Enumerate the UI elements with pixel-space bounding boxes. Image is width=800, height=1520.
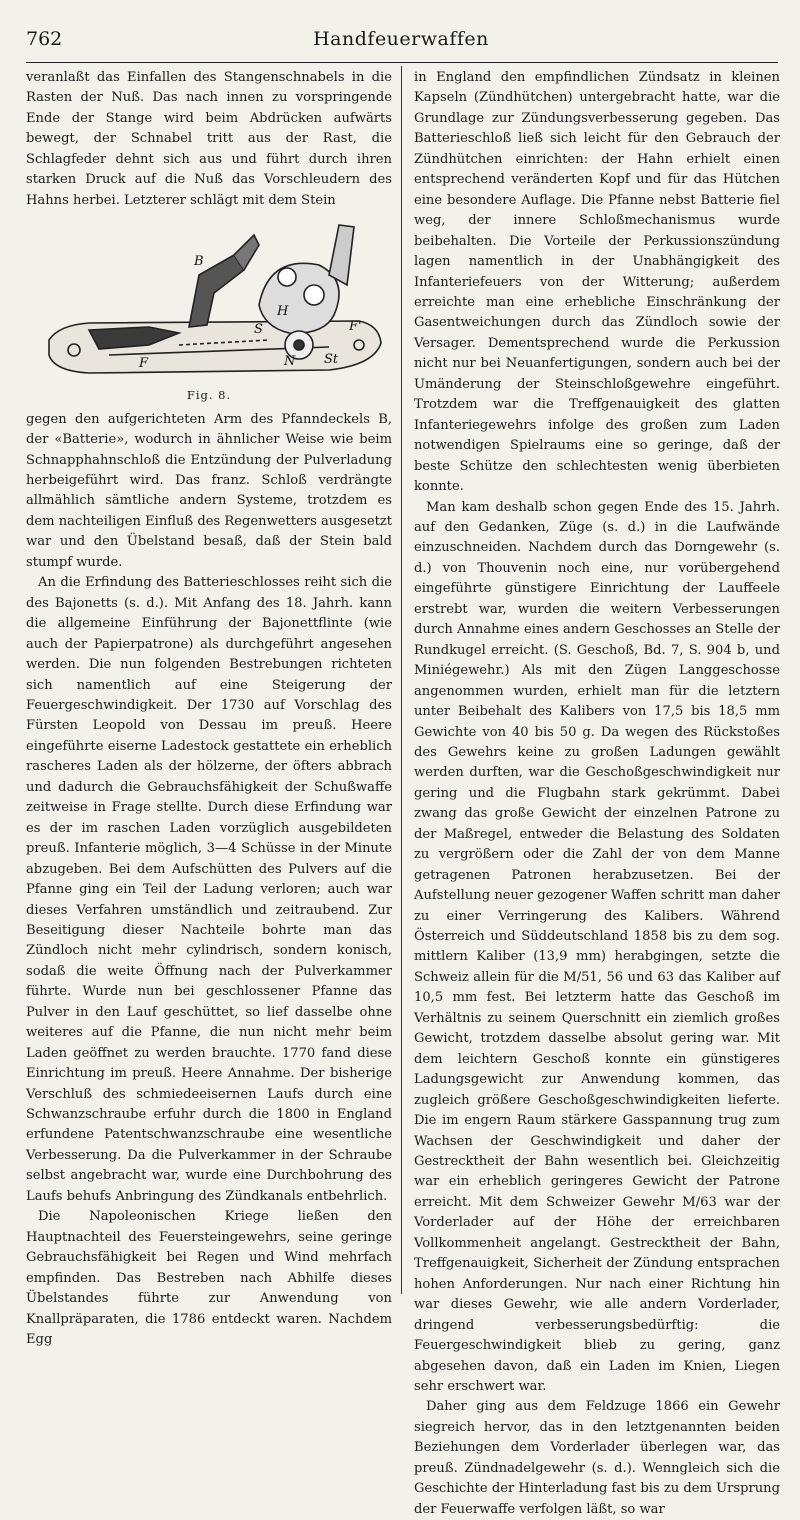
right-paragraph-1: in England den empfindlichen Zündsatz in kleinen Kapseln (Zündhütchen) untergebracht hatte, war die Grundlage zur Zündungsverbesserung gegeben. Das Batterieschloß ließ sich leicht für den Gebrauch der Zündhütchen einrichten: der Hahn erhielt einen entsprechend veränderten Kopf und für das Hütchen eine besondere Auflage. Die Pfanne nebst Batterie fiel weg, der innere Schloßmechanismus wurde beibehalten. Die Vorteile der Perkussionszündung lagen namentlich in der Unabhängigkeit des Infanteriefeuers von der Witterung; außerdem erreichte man eine erhebliche Einschränkung der Gasentweichungen durch das Zündloch sowie der Versager. Dementsprechend wurde die Perkussion nicht nur bei Neuanfertigungen, sondern auch bei der Umänderung der Steinschloßgewehre eingeführt. Trotzdem war die Treffgenauigkeit des glatten Infanteriegewehrs infolge des großen zum Laden notwendigen Spielraums eine so geringe, daß der beste Schütze den schlechtesten wenig überbieten konnte. bbox=[414, 70, 780, 495]
figure-caption: Fig. 8. bbox=[186, 388, 232, 403]
label-H: H bbox=[277, 304, 289, 320]
label-N: N bbox=[284, 354, 296, 370]
left-paragraph-1: veranlaßt das Einfallen des Stangenschnabels in die Rasten der Nuß. Das nach innen zu vorspringende Ende der Stange wird beim Abdrücken aufwärts bewegt, der Schnabel tritt aus der Rast, die Schlagfeder dehnt sich aus und führt durch ihren starken Druck auf die Nuß das Vorschleudern des Hahns herbei. Letzterer schlägt mit dem Stein bbox=[26, 70, 392, 208]
left-column bbox=[26, 68, 392, 1350]
header-rule bbox=[26, 62, 778, 63]
figure-lock-mechanism bbox=[26, 215, 392, 405]
label-B: B bbox=[194, 254, 204, 270]
label-F-prime: F' bbox=[349, 319, 362, 335]
flintlock-illustration bbox=[29, 215, 389, 385]
right-column bbox=[414, 68, 780, 1520]
right-paragraph-2: Man kam deshalb schon gegen Ende des 15. Jahrh. auf den Gedanken, Züge (s. d.) in die Laufwände einzuschneiden. Nachdem durch das Dorngewehr (s. d.) von Thouvenin noch eine, nur vorübergehend eingeführte günstigere Einrichtung der Lauffeele erstrebt war, wurden die weitern Verbesserungen durch Annahme eines andern Geschosses an Stelle der Rundkugel erreicht. (S. Geschoß, Bd. 7, S. 904 b, und Miniégewehr.) Als mit den Zügen Langgeschosse angenommen wurden, erhielt man für die letztern unter Beibehalt des Kalibers von 17,5 bis 18,5 mm Gewichte von 40 bis 50 g. Da wegen des Rückstoßes des Gewehrs keine zu großen Ladungen gewählt werden durften, war die Geschoßgeschwindigkeit nur gering und die Flugbahn stark gekrümmt. Dabei zwang das große Gewicht der einzelnen Patrone zu der Maßregel, entweder die Belastung des Soldaten zu vergrößern oder die Zahl der von dem Manne getragenen Patronen herabzusetzen. Bei der Aufstellung neuer gezogener Waffen schritt man daher zu einer Verringerung des Kalibers. Während Österreich und Süddeutschland 1858 bis zu dem sog. mittlern Kaliber (13,9 mm) herabgingen, setzte die Schweiz allein für die M/51, 56 und 63 das Kaliber auf 10,5 mm fest. Bei letzterm hatte das Geschoß im Verhältnis zu seinem Querschnitt ein ziemlich großes Gewicht, trotzdem dasselbe absolut gering war. Mit dem leichtern Geschoß konnte ein günstigeres Ladungsgewicht zur Anwendung kommen, das zugleich größere Geschoßgeschwindigkeiten lieferte. Die im engern Raum stärkere Gasspannung trug zum Wachsen der Geschwindigkeit und daher der Gestrecktheit der Bahn wesentlich bei. Gleichzeitig war ein erheblich geringeres Gewicht der Patrone erreicht. Mit dem Schweizer Gewehr M/63 war der Vorderlader auf der Höhe der erreichbaren Vollkommenheit angelangt. Gestrecktheit der Bahn, Treffgenauigkeit, Sicherheit der Zündung entsprachen hohen Anforderungen. Nur nach einer Richtung hin war dieses Gewehr, wie alle andern Vorderlader, dringend verbesserungsbedürftig: die Feuergeschwindigkeit blieb zu gering, ganz abgesehen davon, daß ein Laden im Knien, Liegen sehr erschwert war. bbox=[414, 499, 780, 1394]
page-number: 762 bbox=[26, 28, 63, 50]
label-F: F bbox=[139, 356, 149, 372]
right-paragraph-3: Daher ging aus dem Feldzuge 1866 ein Gewehr siegreich hervor, das in den letztgenannten beiden Beziehungen dem Vorderlader überlegen war, das preuß. Zündnadelgewehr (s. d.). Wenngleich sich die Geschichte der Hinterladung fast bis zu dem Ursprung der Feuerwaffe verfolgen läßt, so war bbox=[414, 1399, 780, 1517]
left-paragraph-2: gegen den aufgerichteten Arm des Pfanndeckels B, der «Batterie», wodurch in ähnlicher Weise wie beim Schnapphahnschloß die Entzündung der Pulverladung herbeigeführt wird. Das franz. Schloß verdrängte allmählich sämtliche andern Systeme, trotzdem es dem nachteiligen Einfluß des Regenwetters ausgesetzt war und den Übelstand besaß, daß der Stein bald stumpf wurde. bbox=[26, 411, 392, 570]
page-header bbox=[26, 28, 776, 56]
label-St: St bbox=[324, 352, 339, 368]
left-paragraph-3: An die Erfindung des Batterieschlosses reiht sich die des Bajonetts (s. d.). Mit Anfang des 18. Jahrh. kann die allgemeine Einführung der Bajonettflinte (wie auch der Papierpatrone) als durchgeführt angesehen werden. Die nun folgenden Bestrebungen richteten sich namentlich auf eine Steigerung der Feuergeschwindigkeit. Der 1730 auf Vorschlag des Fürsten Leopold von Dessau im preuß. Heere eingeführte eiserne Ladestock gestattete ein erheblich rascheres Laden als der hölzerne, der öfters abbrach und dadurch die Gebrauchsfähigkeit der Schußwaffe zeitweise in Frage stellte. Durch diese Erfindung war es der im raschen Laden vorzüglich ausgebildeten preuß. Infanterie möglich, 3—4 Schüsse in der Minute abzugeben. Bei dem Aufschütten des Pulvers auf die Pfanne ging ein Teil der Ladung verloren; auch war dieses Verfahren umständlich und zeitraubend. Zur Beseitigung dieser Nachteile bohrte man das Zündloch nicht mehr cylindrisch, sondern konisch, sodaß die weite Öffnung nach der Pulverkammer führte. Wurde nun bei geschlossener Pfanne das Pulver in den Lauf geschüttet, so lief dasselbe ohne weiteres auf die Pfanne, die nun nicht mehr beim Laden geöffnet zu werden brauchte. 1770 fand diese Einrichtung im preuß. Heere Annahme. Der bisherige Verschluß des schmiedeeisernen Laufs durch eine Schwanzschraube erfuhr durch die 1800 in England erfundene Patentschwanzschraube eine wesentliche Verbesserung. Da die Pulverkammer in der Schraube selbst angebracht war, wurde eine Durchbohrung des Laufs behufs Anbringung des Zündkanals entbehrlich. bbox=[26, 575, 392, 1204]
left-paragraph-4: Die Napoleonischen Kriege ließen den Hauptnachteil des Feuersteingewehrs, seine geringe Gebrauchsfähigkeit bei Regen und Wind mehrfach empfinden. Das Bestreben nach Abhilfe dieses Übelstandes führte zur Anwendung von Knallpräparaten, die 1786 entdeckt waren. Nachdem Egg bbox=[26, 1209, 392, 1348]
running-title: Handfeuerwaffen bbox=[313, 28, 489, 50]
column-divider bbox=[401, 66, 402, 1294]
label-S: S bbox=[254, 322, 263, 338]
